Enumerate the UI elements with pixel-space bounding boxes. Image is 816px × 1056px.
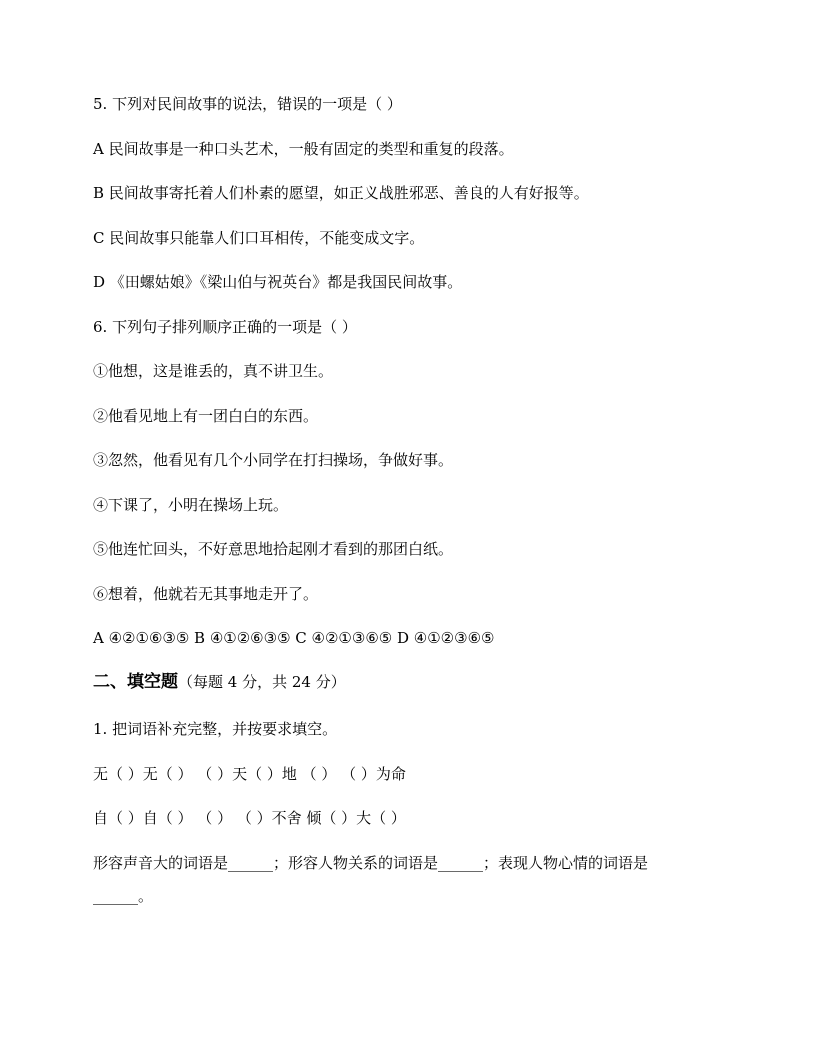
question-6-sentence-4: ④下课了，小明在操场上玩。 bbox=[93, 496, 289, 514]
question-6-sentence-3: ③忽然，他看见有几个小同学在打扫操场，争做好事。 bbox=[93, 451, 454, 469]
section-title: 二、填空题 bbox=[93, 672, 178, 692]
question-6-sentence-5: ⑤他连忙回头，不好意思地拾起刚才看到的那团白纸。 bbox=[93, 540, 454, 558]
question-6-sentence-6: ⑥想着，他就若无其事地走开了。 bbox=[93, 585, 319, 603]
question-5-option-a: A 民间故事是一种口头艺术，一般有固定的类型和重复的段落。 bbox=[93, 140, 514, 158]
question-5-option-d: D 《田螺姑娘》《梁山伯与祝英台》都是我国民间故事。 bbox=[93, 273, 463, 291]
section-heading bbox=[93, 671, 346, 693]
section-subtitle: （每题 4 分，共 24 分） bbox=[178, 673, 346, 691]
question-6-answer-options: A ④②①⑥③⑤ B ④①②⑥③⑤ C ④②①③⑥⑤ D ④①②③⑥⑤ bbox=[93, 629, 495, 647]
question-5-stem: 5. 下列对民间故事的说法，错误的一项是（ ） bbox=[93, 95, 402, 113]
fill-question-1-row-4: ______。 bbox=[93, 887, 154, 905]
fill-question-1-row-3: 形容声音大的词语是______；形容人物关系的词语是______；表现人物心情的词语是 bbox=[93, 854, 649, 872]
fill-question-1-row-1: 无（ ）无（ ） （ ）天（ ）地 （ ） （ ）为命 bbox=[93, 765, 406, 783]
question-5-option-b: B 民间故事寄托着人们朴素的愿望，如正义战胜邪恶、善良的人有好报等。 bbox=[93, 184, 589, 202]
question-6-stem: 6. 下列句子排列顺序正确的一项是（ ） bbox=[93, 318, 357, 336]
question-5-option-c: C 民间故事只能靠人们口耳相传，不能变成文字。 bbox=[93, 229, 425, 247]
question-6-sentence-2: ②他看见地上有一团白白的东西。 bbox=[93, 407, 319, 425]
fill-question-1-row-2: 自（ ）自（ ） （ ） （ ）不舍 倾（ ）大（ ） bbox=[93, 809, 406, 827]
question-6-sentence-1: ①他想，这是谁丢的，真不讲卫生。 bbox=[93, 362, 334, 380]
fill-question-1-stem: 1. 把词语补充完整，并按要求填空。 bbox=[93, 720, 338, 738]
